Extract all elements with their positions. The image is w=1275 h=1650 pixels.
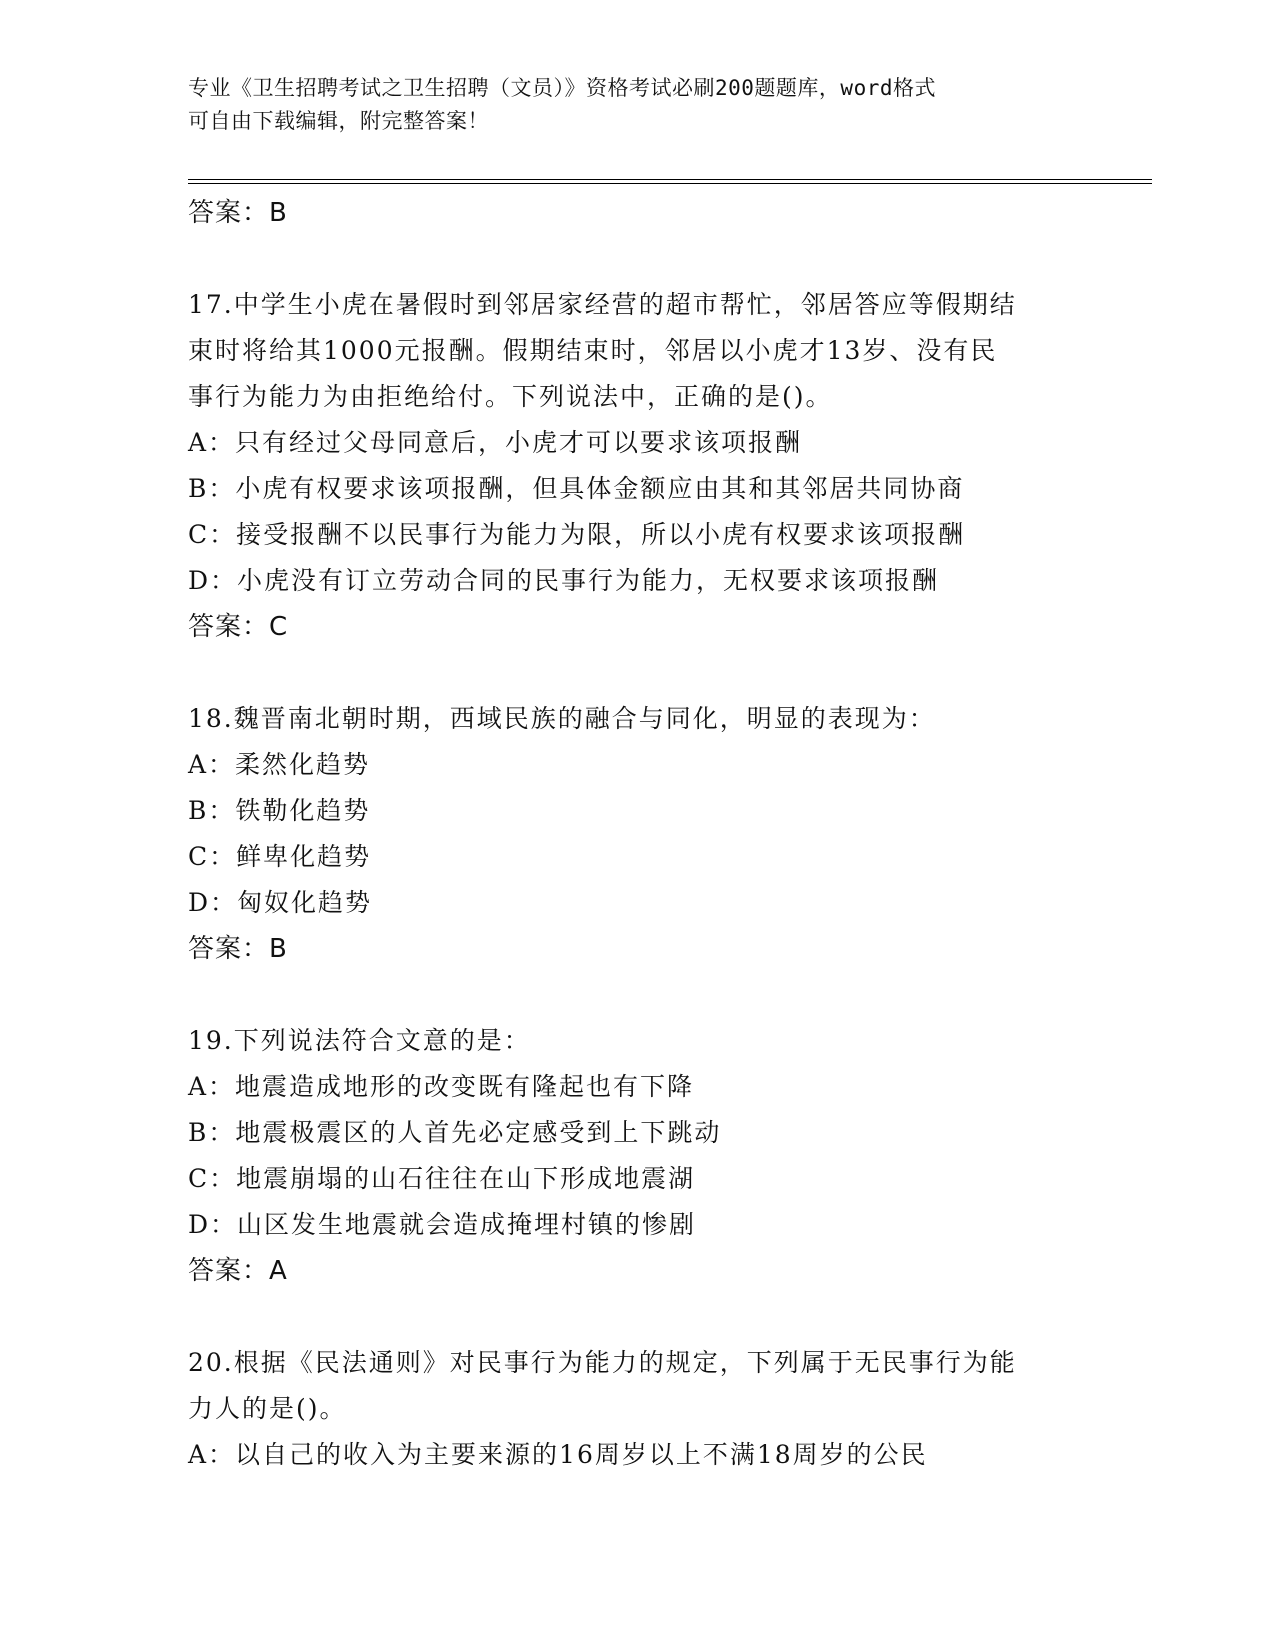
spacer xyxy=(188,972,1088,1018)
question-18-option-a: A：柔然化趋势 xyxy=(188,750,371,779)
question-19-option-c: C：地震崩塌的山石往往在山下形成地震湖 xyxy=(188,1164,696,1193)
question-18-option-b: B：铁勒化趋势 xyxy=(188,796,371,825)
spacer xyxy=(188,650,1088,696)
header-rule-bottom xyxy=(188,183,1152,184)
question-17-answer: 答案：C xyxy=(188,612,289,642)
answer-prev: 答案：B xyxy=(188,198,288,228)
question-20 xyxy=(188,1340,1088,1478)
spacer xyxy=(188,1294,1088,1340)
question-18-option-c: C：鲜卑化趋势 xyxy=(188,842,372,871)
header-line-2: 可自由下载编辑，附完整答案！ xyxy=(188,109,489,133)
question-19-line-1: 19.下列说法符合文意的是： xyxy=(188,1026,531,1055)
question-18-option-d: D：匈奴化趋势 xyxy=(188,888,373,917)
question-20-line-1: 20.根据《民法通则》对民事行为能力的规定，下列属于无民事行为能 xyxy=(188,1348,1017,1377)
question-20-line-2: 力人的是()。 xyxy=(188,1394,347,1423)
question-17-line-2: 束时将给其1000元报酬。假期结束时，邻居以小虎才13岁、没有民 xyxy=(188,336,998,365)
question-20-option-a: A：以自己的收入为主要来源的16周岁以上不满18周岁的公民 xyxy=(188,1440,928,1469)
question-17-option-a: A：只有经过父母同意后，小虎才可以要求该项报酬 xyxy=(188,428,803,457)
question-18-line-1: 18.魏晋南北朝时期，西域民族的融合与同化，明显的表现为： xyxy=(188,704,936,733)
question-19 xyxy=(188,1018,1088,1294)
question-17-option-d: D：小虎没有订立劳动合同的民事行为能力，无权要求该项报酬 xyxy=(188,566,940,595)
question-17-line-3: 事行为能力为由拒绝给付。下列说法中，正确的是()。 xyxy=(188,382,833,411)
page-header xyxy=(188,72,1088,138)
spacer xyxy=(188,236,1088,282)
question-17-line-1: 17.中学生小虎在暑假时到邻居家经营的超市帮忙，邻居答应等假期结 xyxy=(188,290,1017,319)
question-18 xyxy=(188,696,1088,972)
question-19-answer: 答案：A xyxy=(188,1256,288,1286)
question-content xyxy=(188,190,1088,1478)
question-17 xyxy=(188,282,1088,650)
question-17-option-b: B：小虎有权要求该项报酬，但具体金额应由其和其邻居共同协商 xyxy=(188,474,965,503)
header-rule-top xyxy=(188,179,1152,180)
question-17-option-c: C：接受报酬不以民事行为能力为限，所以小虎有权要求该项报酬 xyxy=(188,520,966,549)
question-18-answer: 答案：B xyxy=(188,934,288,964)
question-19-option-b: B：地震极震区的人首先必定感受到上下跳动 xyxy=(188,1118,722,1147)
question-19-option-a: A：地震造成地形的改变既有隆起也有下降 xyxy=(188,1072,695,1101)
question-19-option-d: D：山区发生地震就会造成掩埋村镇的惨剧 xyxy=(188,1210,697,1239)
header-line-1: 专业《卫生招聘考试之卫生招聘（文员）》资格考试必刷200题题库，word格式 xyxy=(188,76,936,100)
